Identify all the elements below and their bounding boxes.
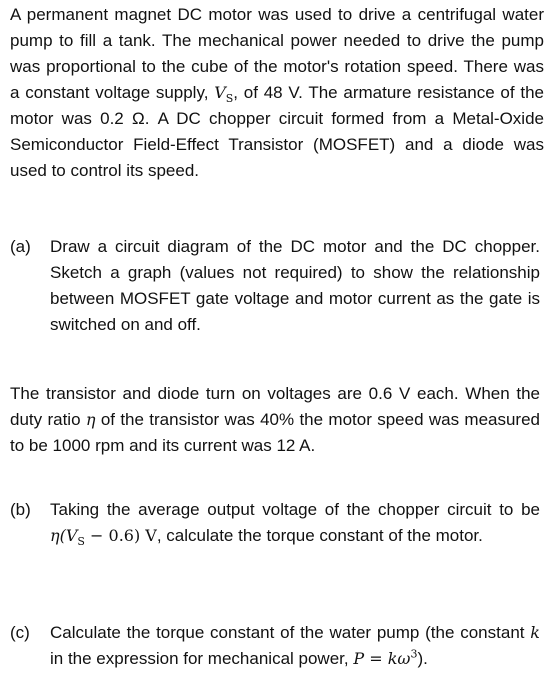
question-c-label: (c) — [10, 623, 30, 642]
info-text-part2: of the transistor was 40% the motor speed was measured to be 1000 rpm and its current was 12 A. — [10, 410, 541, 455]
info-text-part1: The transistor and diode turn on voltages are 0.6 V each. When the duty ratio — [10, 384, 540, 429]
intro-paragraph — [10, 2, 544, 184]
question-b-label: (b) — [10, 500, 31, 519]
question-a-label: (a) — [10, 237, 31, 256]
question-b-text: Taking the average output voltage of the chopper circuit to be $\eta(V_S - 0.6)$ V, calculate the torque constant of the motor. — [50, 500, 540, 549]
question-c — [10, 620, 540, 672]
question-c-text: Calculate the torque constant of the water pump (the constant k in the expression for mechanical power, $P = k\omega^3$). — [50, 623, 540, 668]
average-voltage-expression: $\eta(V_S - 0.6)$ V — [50, 526, 157, 549]
question-b — [10, 497, 540, 549]
info-paragraph — [10, 381, 540, 459]
eta-symbol: η — [85, 410, 96, 429]
power-formula: $P = k\omega^3$ — [353, 647, 418, 668]
supply-voltage-symbol: $V_S$ — [214, 83, 234, 106]
question-a-text: Draw a circuit diagram of the DC motor and the DC chopper. Sketch a graph (values not required) to show the relationship between MOSFET gate voltage and motor current as the gate is switched on and off. — [50, 237, 540, 334]
question-a — [10, 234, 540, 338]
intro-text-part1: A permanent magnet DC motor was used to drive a centrifugal water pump to fill a tank. The mechanical power needed to drive the pump was proportional to the cube of the motor's rotation speed. There was a constant voltage supply, — [10, 5, 544, 102]
intro-text-part2: , of 48 V. The armature resistance of the motor was 0.2 Ω. A DC chopper circuit formed from a Metal-Oxide Semiconductor Field-Effect Transistor (MOSFET) and a diode was used to control its speed. — [10, 83, 544, 180]
